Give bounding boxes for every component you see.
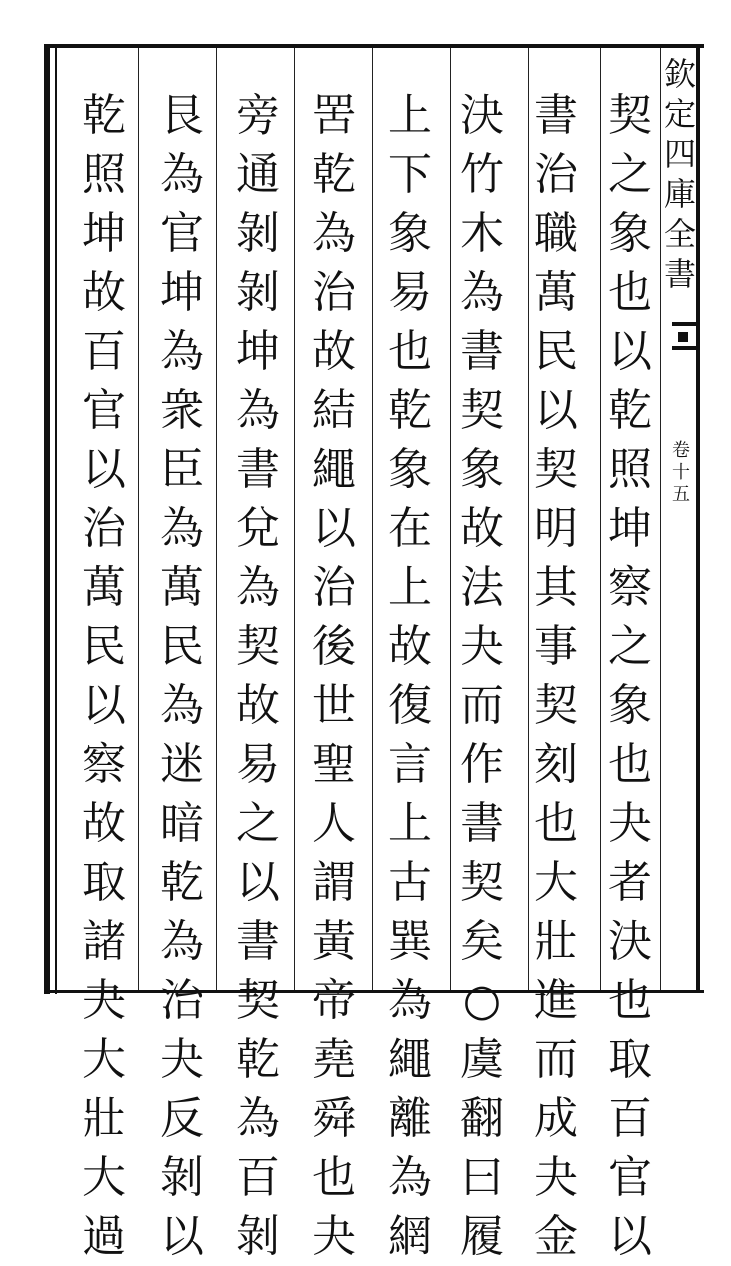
column-character: 易 — [388, 267, 432, 318]
column-character: 離 — [388, 1093, 432, 1144]
column-character: 契 — [236, 975, 280, 1026]
column-character: 剝 — [236, 1211, 280, 1262]
text-column — [302, 86, 366, 1266]
column-character: 剝 — [236, 267, 280, 318]
column-character: 巽 — [388, 916, 432, 967]
column-character: 聖 — [312, 739, 356, 790]
column-character: 以 — [82, 680, 126, 731]
volume-label — [666, 440, 696, 506]
column-character: 舜 — [312, 1093, 356, 1144]
column-character: 世 — [312, 680, 356, 731]
column-character: 夬 — [82, 975, 126, 1026]
column-character: 通 — [236, 149, 280, 200]
column-character: 察 — [82, 739, 126, 790]
column-character: 大 — [82, 1034, 126, 1085]
column-character: 契 — [460, 857, 504, 908]
column-character: 書 — [460, 326, 504, 377]
text-column — [378, 86, 442, 1266]
column-character: 堯 — [312, 1034, 356, 1085]
column-character: 竹 — [460, 149, 504, 200]
frame-left-border — [44, 46, 50, 994]
column-character: 反 — [160, 1093, 204, 1144]
fish-tail-mark — [672, 322, 696, 350]
column-character: 故 — [236, 680, 280, 731]
column-character: 者 — [608, 857, 652, 908]
column-character: 謂 — [312, 857, 356, 908]
column-character: 察 — [608, 562, 652, 613]
column-character: 為 — [312, 208, 356, 259]
column-character: 坤 — [82, 208, 126, 259]
column-character: 過 — [82, 1211, 126, 1262]
column-character: 大 — [534, 857, 578, 908]
column-character: 契 — [534, 444, 578, 495]
column-character: 金 — [534, 1211, 578, 1262]
column-character: 象 — [608, 208, 652, 259]
column-character: 旁 — [236, 90, 280, 141]
column-character: 治 — [82, 503, 126, 554]
column-character: 下 — [388, 149, 432, 200]
column-character: 也 — [534, 798, 578, 849]
title-character: 庫 — [663, 175, 696, 213]
column-character: 故 — [82, 267, 126, 318]
column-character: 治 — [534, 149, 578, 200]
column-character: 之 — [608, 621, 652, 672]
column-character: 大 — [82, 1152, 126, 1203]
column-character: 為 — [160, 503, 204, 554]
text-column — [524, 86, 588, 1266]
column-character: 故 — [388, 621, 432, 672]
column-character: 艮 — [160, 90, 204, 141]
column-character: 為 — [236, 1093, 280, 1144]
column-character: 也 — [608, 975, 652, 1026]
column-character: 契 — [534, 680, 578, 731]
column-character: 取 — [608, 1034, 652, 1085]
column-character: 作 — [460, 739, 504, 790]
frame-top-border — [44, 44, 704, 48]
column-character: 言 — [388, 739, 432, 790]
column-character: 以 — [236, 857, 280, 908]
column-character: 為 — [160, 149, 204, 200]
column-character: 以 — [608, 1211, 652, 1262]
column-character: 以 — [608, 326, 652, 377]
title-character: 四 — [663, 135, 696, 173]
text-column — [450, 86, 514, 1266]
column-character: ○ — [462, 975, 502, 1026]
column-character: 法 — [460, 562, 504, 613]
column-character: 書 — [534, 90, 578, 141]
column-character: 治 — [312, 267, 356, 318]
column-character: 坤 — [160, 267, 204, 318]
column-character: 易 — [236, 739, 280, 790]
column-character: 進 — [534, 975, 578, 1026]
column-character: 而 — [460, 680, 504, 731]
column-character: 繩 — [312, 444, 356, 495]
column-character: 罟 — [312, 90, 356, 141]
column-rule — [138, 48, 139, 990]
column-character: 剝 — [160, 1152, 204, 1203]
column-character: 結 — [312, 385, 356, 436]
column-character: 書 — [460, 798, 504, 849]
column-character: 契 — [460, 385, 504, 436]
column-character: 萬 — [534, 267, 578, 318]
column-character: 取 — [82, 857, 126, 908]
column-character: 故 — [312, 326, 356, 377]
column-character: 乾 — [160, 857, 204, 908]
column-character: 為 — [460, 267, 504, 318]
column-character: 決 — [608, 916, 652, 967]
column-character: 網 — [388, 1211, 432, 1262]
column-character: 百 — [608, 1093, 652, 1144]
column-character: 也 — [388, 326, 432, 377]
column-character: 而 — [534, 1034, 578, 1085]
column-character: 契 — [608, 90, 652, 141]
column-character: 事 — [534, 621, 578, 672]
column-character: 上 — [388, 798, 432, 849]
column-character: 乾 — [608, 385, 652, 436]
column-character: 上 — [388, 562, 432, 613]
column-character: 萬 — [82, 562, 126, 613]
column-character: 曰 — [460, 1152, 504, 1203]
volume-character: 卷 — [672, 440, 690, 461]
column-character: 照 — [608, 444, 652, 495]
column-character: 刻 — [534, 739, 578, 790]
column-rule — [294, 48, 295, 990]
title-character: 書 — [663, 255, 696, 293]
column-character: 為 — [388, 975, 432, 1026]
column-character: 契 — [236, 621, 280, 672]
column-character: 書 — [236, 444, 280, 495]
column-character: 治 — [312, 562, 356, 613]
text-column — [72, 86, 136, 1266]
column-character: 百 — [82, 326, 126, 377]
column-character: 履 — [460, 1211, 504, 1262]
column-character: 乾 — [236, 1034, 280, 1085]
column-character: 剝 — [236, 208, 280, 259]
column-character: 繩 — [388, 1034, 432, 1085]
title-character: 全 — [663, 215, 696, 253]
column-character: 復 — [388, 680, 432, 731]
column-character: 後 — [312, 621, 356, 672]
column-character: 萬 — [160, 562, 204, 613]
column-character: 虞 — [460, 1034, 504, 1085]
frame-left-inner-border — [55, 46, 57, 994]
column-character: 明 — [534, 503, 578, 554]
column-character: 故 — [460, 503, 504, 554]
column-character: 為 — [160, 680, 204, 731]
title-character: 定 — [663, 95, 696, 133]
column-rule — [216, 48, 217, 990]
column-character: 象 — [608, 680, 652, 731]
column-rule — [372, 48, 373, 990]
column-character: 夬 — [534, 1152, 578, 1203]
column-character: 為 — [160, 326, 204, 377]
column-character: 為 — [388, 1152, 432, 1203]
column-character: 夬 — [608, 798, 652, 849]
column-character: 以 — [82, 444, 126, 495]
column-character: 翻 — [460, 1093, 504, 1144]
column-character: 坤 — [236, 326, 280, 377]
column-character: 夬 — [460, 621, 504, 672]
column-character: 民 — [82, 621, 126, 672]
text-column — [226, 86, 290, 1266]
column-character: 夬 — [312, 1211, 356, 1262]
column-character: 以 — [312, 503, 356, 554]
column-character: 衆 — [160, 385, 204, 436]
text-column — [598, 86, 662, 1266]
column-character: 壯 — [534, 916, 578, 967]
column-character: 帝 — [312, 975, 356, 1026]
column-character: 乾 — [388, 385, 432, 436]
text-column — [150, 86, 214, 1266]
column-character: 迷 — [160, 739, 204, 790]
column-character: 其 — [534, 562, 578, 613]
column-character: 壯 — [82, 1093, 126, 1144]
column-character: 古 — [388, 857, 432, 908]
column-character: 以 — [534, 385, 578, 436]
column-character: 為 — [160, 916, 204, 967]
column-character: 象 — [388, 444, 432, 495]
column-character: 民 — [534, 326, 578, 377]
column-character: 官 — [82, 385, 126, 436]
column-character: 也 — [312, 1152, 356, 1203]
column-character: 民 — [160, 621, 204, 672]
column-character: 兌 — [236, 503, 280, 554]
column-character: 乾 — [312, 149, 356, 200]
column-character: 也 — [608, 267, 652, 318]
column-character: 象 — [460, 444, 504, 495]
column-character: 職 — [534, 208, 578, 259]
column-character: 木 — [460, 208, 504, 259]
column-character: 夬 — [160, 1034, 204, 1085]
column-character: 上 — [388, 90, 432, 141]
column-character: 坤 — [608, 503, 652, 554]
column-character: 官 — [608, 1152, 652, 1203]
column-character: 矣 — [460, 916, 504, 967]
book-title — [660, 54, 700, 294]
column-character: 書 — [236, 916, 280, 967]
column-character: 決 — [460, 90, 504, 141]
column-character: 治 — [160, 975, 204, 1026]
column-character: 之 — [236, 798, 280, 849]
column-character: 黃 — [312, 916, 356, 967]
column-character: 人 — [312, 798, 356, 849]
column-character: 為 — [236, 562, 280, 613]
column-character: 照 — [82, 149, 126, 200]
column-character: 以 — [160, 1211, 204, 1262]
column-character: 百 — [236, 1152, 280, 1203]
column-character: 在 — [388, 503, 432, 554]
column-character: 諸 — [82, 916, 126, 967]
column-character: 官 — [160, 208, 204, 259]
volume-character: 十 — [672, 462, 690, 483]
column-character: 暗 — [160, 798, 204, 849]
column-character: 成 — [534, 1093, 578, 1144]
column-character: 象 — [388, 208, 432, 259]
column-character: 故 — [82, 798, 126, 849]
volume-character: 五 — [672, 484, 690, 505]
title-character: 欽 — [663, 55, 696, 93]
column-character: 之 — [608, 149, 652, 200]
column-character: 臣 — [160, 444, 204, 495]
column-character: 也 — [608, 739, 652, 790]
column-character: 為 — [236, 385, 280, 436]
column-character: 乾 — [82, 90, 126, 141]
